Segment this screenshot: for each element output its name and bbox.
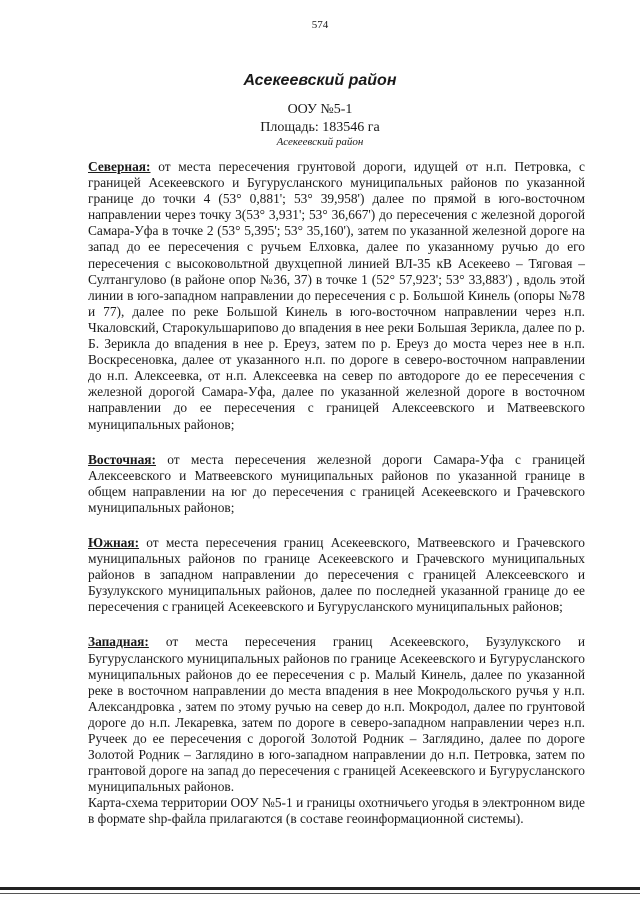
area-code: ООУ №5-1 — [287, 102, 353, 117]
bottom-divider-thin — [0, 893, 640, 894]
document-header — [0, 72, 640, 148]
area-size: Площадь: 183546 га — [260, 120, 380, 135]
section-south — [88, 535, 585, 615]
section-heading: Западная: — [88, 634, 149, 650]
section-east — [88, 452, 585, 516]
section-text: от места пересечения железной дороги Самара-Уфа с границей Алексеевского и Матвеевского муниципальных районов по указанной границе в общем направлении на юг до пересечения с границей Асекеевского и Грачевского муниципальных районов; — [88, 451, 585, 515]
page-number: 574 — [311, 19, 329, 31]
bottom-divider — [0, 887, 640, 890]
section-heading: Северная: — [88, 159, 151, 174]
section-text: от места пересечения границ Асекеевского, Бузулукского и Бугурусланского муниципальных районов по границе Асекеевского и Бугурусланского муниципальных районов до ее пересечения с р. Малый Кинель, далее по указанной реке в восточном направлении до места впадения в нее Мокродольского ручья у н.п. Александровка , затем по этому ручью на север до н.п. Мокродол, далее по грунтовой дороге до н.п. Лекаревка, затем по дороге в северо-западном направлении через н.п. Ручеек до ее пересечения с дорогой Золотой Родник – Заглядино, далее по дороге Золотой Родник – Заглядино в юго-западном направлении до н.п. Петровка, затем по грантовой дороге на запад до пересечения с границей Асекеевского и Бугурусланского муниципальных районов. — [88, 634, 585, 795]
closing-note: Карта-схема территории ООУ №5-1 и границы охотничьего угодья в электронном виде в формате shp-файла прилагаются (в составе геоинформационной системы). — [88, 795, 585, 827]
section-heading: Восточная: — [88, 451, 156, 467]
boundary-description — [88, 159, 585, 828]
district-title: Асекеевский район — [243, 72, 397, 89]
section-west — [88, 634, 585, 795]
area-subtitle: Асекеевский район — [276, 136, 364, 148]
section-text: от места пересечения грунтовой дороги, идущей от н.п. Петровка, с границей Асекеевского и Бугурусланского муниципальных районов по указанной границе до точки 4 (53° 0,881'; 53° 39,958') далее по прямой в юго-восточном направлении через точку 3(53° 3,931'; 53° 36,667') до пересечения с железной дорогой Самара-Уфа в точке 2 (53° 5,395'; 53° 35,160'), затем по указанной железной дороге на запад до ее пересечения с ручьем Елховка, далее по указанному ручью до его пересечения с высоковольтной двухцепной линией ВЛ-35 кВ Асекеево – Тяговая – Султангулово (в районе опор №36, 37) в точке 1 (52° 57,923'; 53° 33,883') , вдоль этой линии в юго-западном направлении до пересечения с р. Большой Кинель (опоры №78 и 77), далее по реке Большой Кинель в юго-восточном направлении через н.п. Чкаловский, Старокульшарипово до впадения в нее реки Большая Зерикла, далее по р. Б. Зерикла до впадения в нее р. Ереуз, затем по р. Ереуз до моста через нее в н.п. Воскресеновка, далее от указанного н.п. по дороге в северо-восточном направлении до н.п. Алексеевка, от н.п. Алексеевка на север по автодороге до ее пересечения с железной дорогой Самара-Уфа, далее по указанной железной дороге в восточном направлении до ее пересечения с границей Алексеевского и Матвеевского муниципальных районов; — [88, 159, 585, 432]
section-heading: Южная: — [88, 534, 140, 550]
section-north — [88, 159, 585, 433]
section-text: от места пересечения границ Асекеевского, Матвеевского и Грачевского муниципальных районов по границе Асекеевского и Грачевского муниципальных районов в западном направлении до пересечения с границей Алексеевского и Бузулукского муниципальных районов, далее по последней указанной границе до ее пересечения с границей Асекеевского и Бугурусланского муниципальных районов; — [88, 534, 585, 615]
